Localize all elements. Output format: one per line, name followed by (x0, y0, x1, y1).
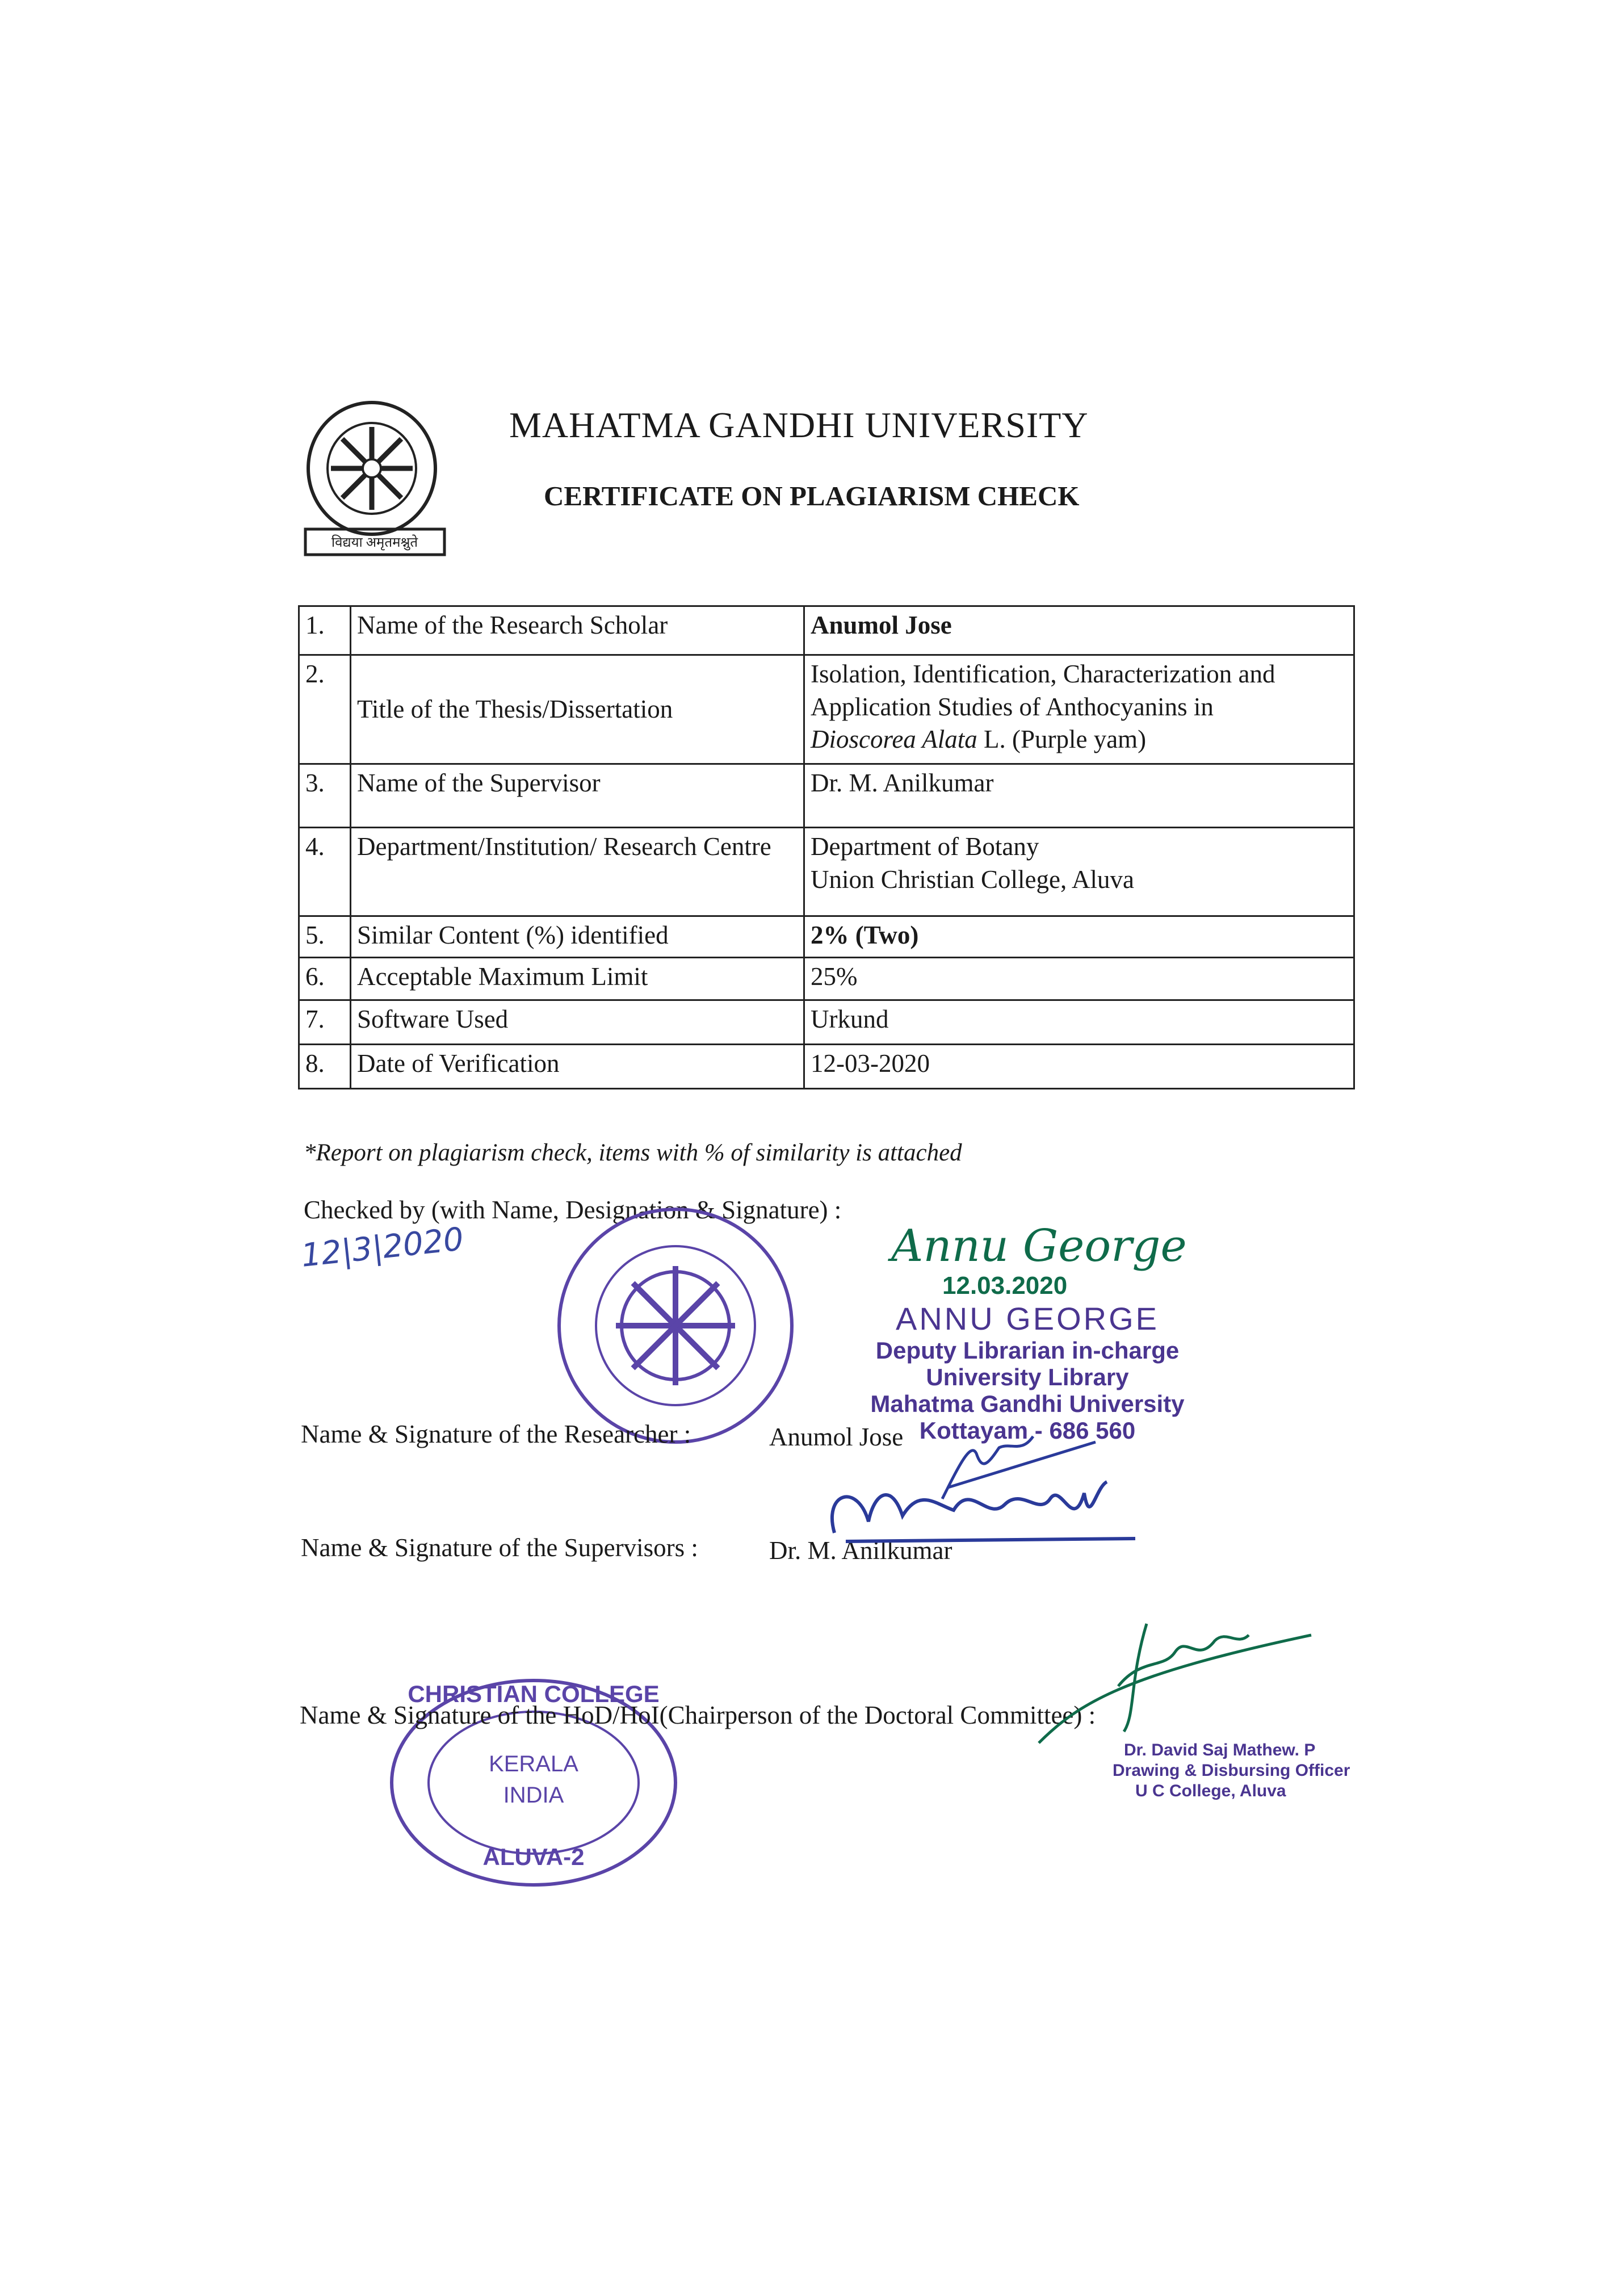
row-value: Anumol Jose (804, 606, 1354, 655)
librarian-stamp (851, 1300, 1203, 1444)
row-label: Title of the Thesis/Dissertation (351, 655, 804, 764)
thesis-title-tail: L. (Purple yam) (977, 725, 1147, 754)
row-value: 25% (804, 958, 1354, 1000)
department: Department of Botany (811, 832, 1039, 861)
row-number: 2. (299, 655, 351, 764)
librarian-signature-date: 12.03.2020 (942, 1272, 1068, 1300)
supervisor-signature (823, 1470, 1141, 1550)
row-number: 3. (299, 764, 351, 828)
researcher-name: Anumol Jose (769, 1423, 904, 1451)
supervisor-name: Dr. M. Anilkumar (769, 1536, 952, 1565)
row-value: Dr. M. Anilkumar (804, 764, 1354, 828)
svg-text:INDIA: INDIA (503, 1783, 564, 1808)
row-label: Name of the Supervisor (351, 764, 804, 828)
hod-label: Name & Signature of the HoD/HoI(Chairperson of the Doctoral Committee) : (300, 1701, 1096, 1729)
librarian-designation: Deputy Librarian in-charge (875, 1337, 1180, 1364)
supervisor-label: Name & Signature of the Supervisors : (301, 1533, 698, 1562)
thesis-title-species: Dioscorea Alata (811, 725, 977, 754)
librarian-dept: University Library (926, 1364, 1129, 1390)
row-value: 2% (Two) (804, 916, 1354, 958)
librarian-name: ANNU GEORGE (895, 1301, 1160, 1336)
university-seal (553, 1204, 798, 1448)
row-number: 1. (299, 606, 351, 655)
row-label: Similar Content (%) identified (351, 916, 804, 958)
row-value (804, 655, 1354, 764)
row-number: 6. (299, 958, 351, 1000)
row-label: Acceptable Maximum Limit (351, 958, 804, 1000)
table-row (299, 655, 1354, 764)
svg-text:KERALA: KERALA (489, 1751, 578, 1776)
row-label: Date of Verification (351, 1045, 804, 1089)
librarian-address: Kottayam - 686 560 (919, 1417, 1136, 1444)
principal-name: Dr. David Saj Mathew. P (1124, 1741, 1316, 1759)
table-row (299, 1045, 1354, 1089)
row-number: 4. (299, 828, 351, 916)
row-value (804, 828, 1354, 916)
librarian-signature: Annu George (891, 1221, 1187, 1272)
row-label: Department/Institution/ Research Centre (351, 828, 804, 916)
checked-by-label: Checked by (with Name, Designation & Signature) : (304, 1196, 842, 1224)
university-logo (303, 401, 444, 560)
handwritten-date: 12|3|2020 (299, 1221, 465, 1275)
certificate-table (298, 605, 1355, 1089)
hod-signature (1033, 1601, 1317, 1749)
table-row (299, 916, 1354, 958)
svg-text:ALUVA-2: ALUVA-2 (482, 1843, 585, 1870)
principal-college: U C College, Aluva (1135, 1782, 1286, 1800)
principal-designation: Drawing & Disbursing Officer (1113, 1761, 1350, 1780)
page-subtitle: CERTIFICATE ON PLAGIARISM CHECK (544, 480, 1080, 512)
institution: Union Christian College, Aluva (811, 865, 1134, 894)
researcher-label: Name & Signature of the Researcher : (301, 1420, 691, 1448)
thesis-title: Isolation, Identification, Characterization and Application Studies of Anthocyanins in (811, 660, 1275, 721)
page-title: MAHATMA GANDHI UNIVERSITY (509, 405, 1089, 445)
row-label: Software Used (351, 1000, 804, 1045)
row-value: 12-03-2020 (804, 1045, 1354, 1089)
table-row (299, 606, 1354, 655)
table-row (299, 764, 1354, 828)
svg-text:CHRISTIAN COLLEGE: CHRISTIAN COLLEGE (408, 1680, 660, 1707)
table-row (299, 1000, 1354, 1045)
table-row (299, 828, 1354, 916)
svg-text:विद्यया अमृतमश्नुते: विद्यया अमृतमश्नुते (331, 535, 418, 550)
row-value: Urkund (804, 1000, 1354, 1045)
row-number: 5. (299, 916, 351, 958)
footnote: *Report on plagiarism check, items with % of similarity is attached (304, 1139, 962, 1166)
table-row (299, 958, 1354, 1000)
row-number: 8. (299, 1045, 351, 1089)
row-number: 7. (299, 1000, 351, 1045)
row-label: Name of the Research Scholar (351, 606, 804, 655)
librarian-univ: Mahatma Gandhi University (870, 1390, 1185, 1417)
principal-stamp (1113, 1740, 1350, 1801)
